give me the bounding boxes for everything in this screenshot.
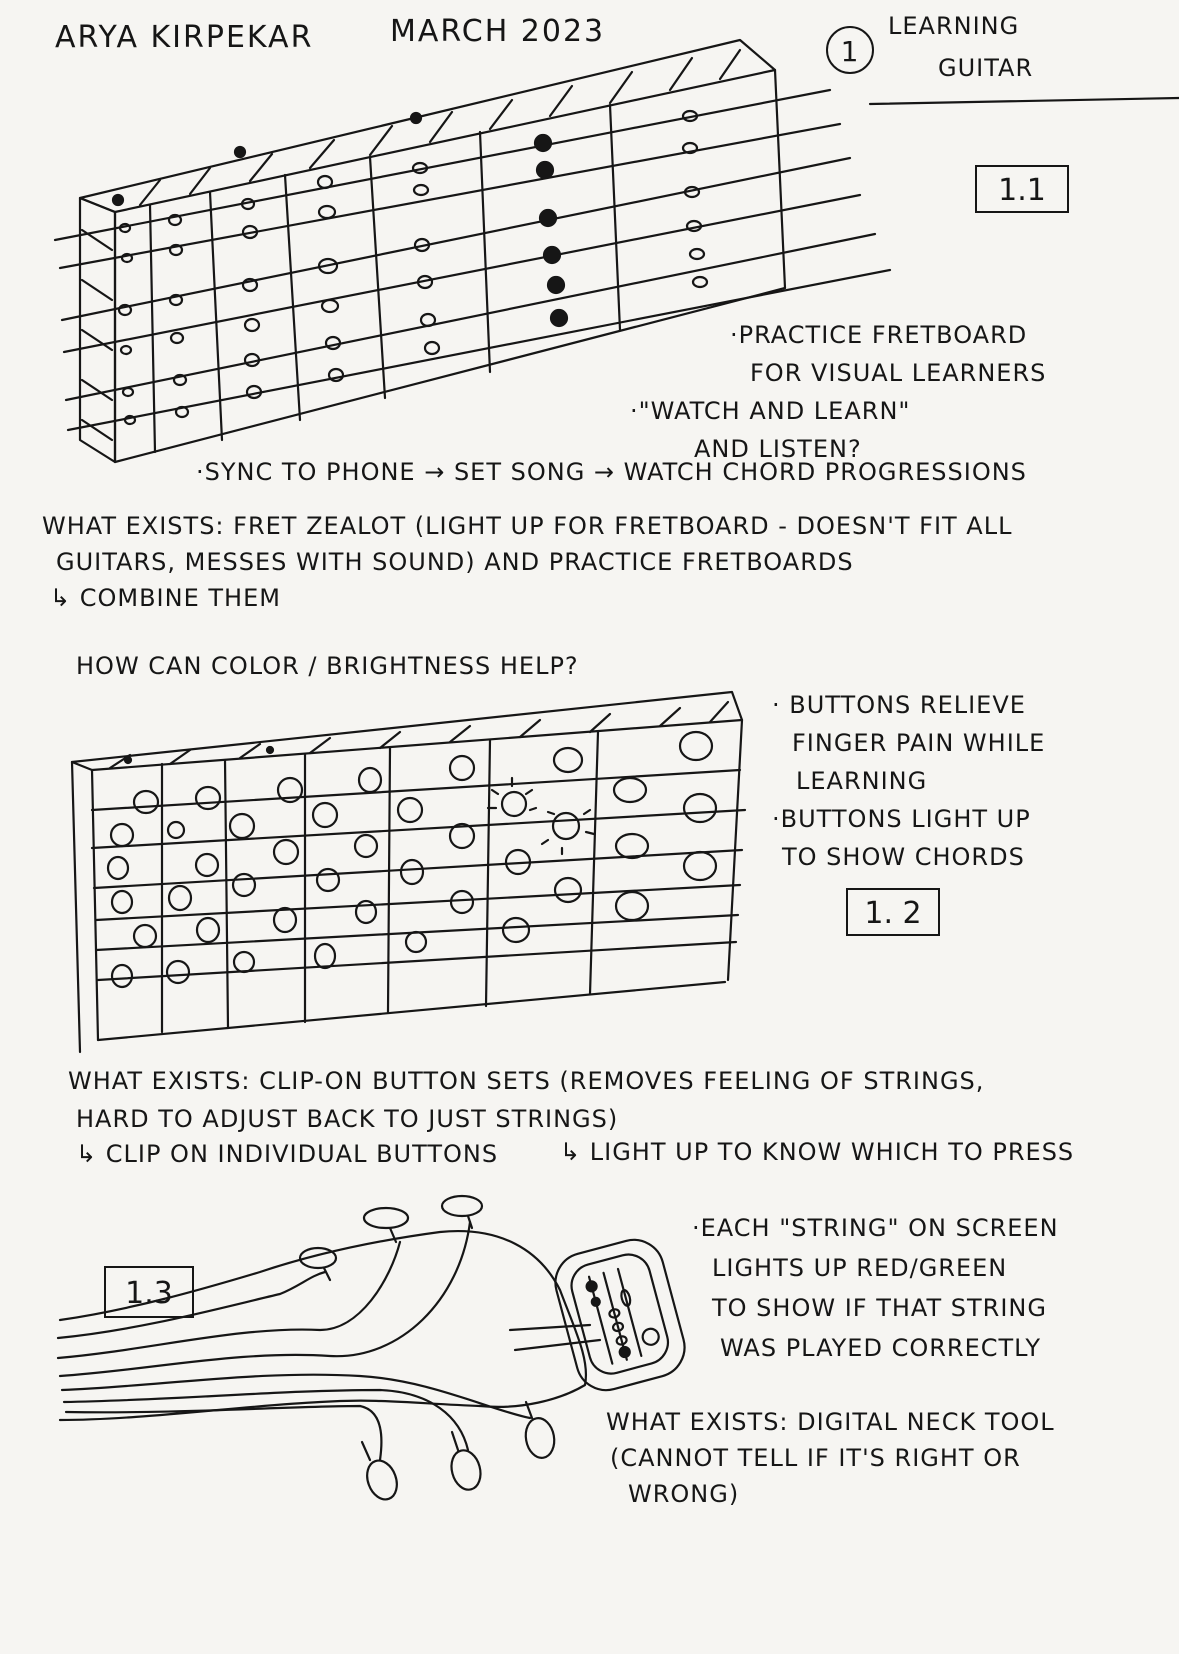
- figure-1-3-notes: [692, 1208, 1059, 1368]
- figure-label-1-2: 1. 2: [846, 888, 940, 936]
- clip-on-individual-buttons-note: ↳ CLIP ON INDIVIDUAL BUTTONS: [76, 1140, 499, 1168]
- section-number: 1: [826, 26, 874, 74]
- figure-1-1-notes: [630, 316, 1047, 468]
- note-line: LEARNING: [796, 767, 928, 795]
- figure-label-1-1: 1.1: [975, 165, 1069, 213]
- what-exists-line: WHAT EXISTS: DIGITAL NECK TOOL: [606, 1408, 1055, 1436]
- figure-label-1-3: 1.3: [104, 1266, 194, 1318]
- light-up-note: ↳ LIGHT UP TO KNOW WHICH TO PRESS: [560, 1138, 1075, 1166]
- section-title-line-2: GUITAR: [938, 54, 1034, 82]
- headstock-sketch-1-3: [0, 1180, 700, 1540]
- what-exists-line: GUITARS, MESSES WITH SOUND) AND PRACTICE FRETBOARDS: [56, 548, 854, 576]
- what-exists-1: [42, 508, 1012, 616]
- what-exists-line: HARD TO ADJUST BACK TO JUST STRINGS): [76, 1105, 619, 1133]
- note-line: LIGHTS UP RED/GREEN: [712, 1254, 1008, 1282]
- note-line: TO SHOW CHORDS: [782, 843, 1025, 871]
- what-exists-2: [68, 1062, 984, 1138]
- color-brightness-question: HOW CAN COLOR / BRIGHTNESS HELP?: [76, 652, 579, 680]
- what-exists-line: (CANNOT TELL IF IT'S RIGHT OR: [610, 1444, 1021, 1472]
- sketch-date: MARCH 2023: [390, 14, 606, 49]
- note-line: ·BUTTONS LIGHT UP: [772, 805, 1031, 833]
- note-line: AND LISTEN?: [694, 435, 862, 463]
- note-line: FINGER PAIN WHILE: [792, 729, 1046, 757]
- note-line: · BUTTONS RELIEVE: [772, 691, 1026, 719]
- what-exists-line: WHAT EXISTS: FRET ZEALOT (LIGHT UP FOR FRETBOARD - DOESN'T FIT ALL: [42, 512, 1013, 540]
- what-exists-line: ↳ COMBINE THEM: [50, 584, 281, 612]
- what-exists-line: WRONG): [628, 1480, 740, 1508]
- what-exists-3: [606, 1404, 1055, 1512]
- note-line: ·PRACTICE FRETBOARD: [730, 321, 1028, 349]
- note-line: FOR VISUAL LEARNERS: [750, 359, 1047, 387]
- note-line: WAS PLAYED CORRECTLY: [720, 1334, 1042, 1362]
- note-line: ·"WATCH AND LEARN": [630, 397, 911, 425]
- note-line: TO SHOW IF THAT STRING: [712, 1294, 1047, 1322]
- figure-1-2-notes: [772, 686, 1045, 876]
- section-title-line-1: LEARNING: [888, 12, 1020, 40]
- note-line: ·EACH "STRING" ON SCREEN: [692, 1214, 1059, 1242]
- what-exists-line: WHAT EXISTS: CLIP-ON BUTTON SETS (REMOVES FEELING OF STRINGS,: [68, 1067, 985, 1095]
- author-name: ARYA KIRPEKAR: [55, 20, 314, 55]
- sync-note: ·SYNC TO PHONE → SET SONG → WATCH CHORD PROGRESSIONS: [196, 458, 1027, 486]
- fretboard-sketch-1-2: [0, 680, 780, 1070]
